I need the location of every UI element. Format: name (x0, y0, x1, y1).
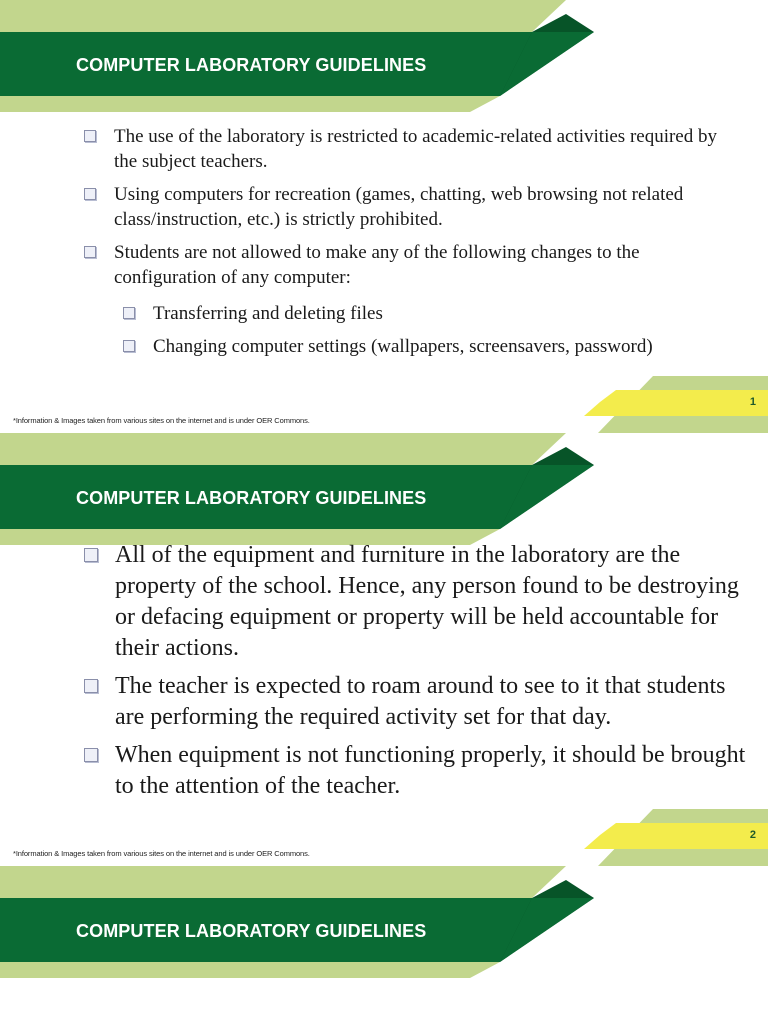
bullet-item (115, 540, 755, 664)
bullet-text: Students are not allowed to make any of the following changes to the configuration of any computer: (114, 242, 640, 288)
bullet-text: All of the equipment and furniture in the laboratory are the property of the school. Hence, any person found to be destroying or defacing equipment or property will be held accountable for their actions. (115, 542, 739, 661)
bullet-text: The teacher is expected to roam around to see to it that students are performing the required activity set for that day. (115, 673, 726, 730)
slide-1 (0, 0, 768, 433)
bullet-item (115, 671, 755, 733)
sub-bullet-item (153, 301, 753, 326)
bullet-text: When equipment is not functioning properly, it should be brought to the attention of the teacher. (115, 742, 746, 799)
checkbox-bullet-icon (84, 246, 96, 258)
footnote: *Information & Images taken from various sites on the internet and is under OER Commons. (13, 416, 310, 425)
bullet-text: Changing computer settings (wallpapers, screensavers, password) (153, 336, 653, 357)
bullet-text: Transferring and deleting files (153, 303, 383, 324)
bullet-text: The use of the laboratory is restricted to academic-related activities required by the subject teachers. (114, 126, 717, 172)
checkbox-bullet-icon (84, 188, 96, 200)
header-banner-decoration (0, 866, 768, 1024)
sub-bullet-item (153, 334, 753, 359)
bullet-text: Using computers for recreation (games, chatting, web browsing not related class/instruction, etc.) is strictly prohibited. (114, 184, 684, 230)
sub-bullet-list (153, 301, 753, 367)
checkbox-bullet-icon (123, 307, 135, 319)
checkbox-bullet-icon (84, 679, 98, 693)
bullet-item (114, 182, 734, 232)
checkbox-bullet-icon (84, 548, 98, 562)
bullet-list (115, 540, 755, 809)
checkbox-bullet-icon (84, 748, 98, 762)
bullet-list (114, 124, 734, 298)
slide-title: COMPUTER LABORATORY GUIDELINES (76, 921, 427, 941)
footnote: *Information & Images taken from various sites on the internet and is under OER Commons. (13, 849, 310, 858)
bullet-item (114, 124, 734, 174)
checkbox-bullet-icon (84, 130, 96, 142)
bullet-item (115, 740, 755, 802)
page-number: 2 (749, 829, 756, 841)
slide-2 (0, 433, 768, 866)
bullet-item (114, 240, 734, 290)
checkbox-bullet-icon (123, 340, 135, 352)
slide-title: COMPUTER LABORATORY GUIDELINES (76, 488, 427, 508)
page-number: 1 (749, 396, 756, 408)
slide-3 (0, 866, 768, 1024)
slide-title: COMPUTER LABORATORY GUIDELINES (76, 55, 427, 75)
